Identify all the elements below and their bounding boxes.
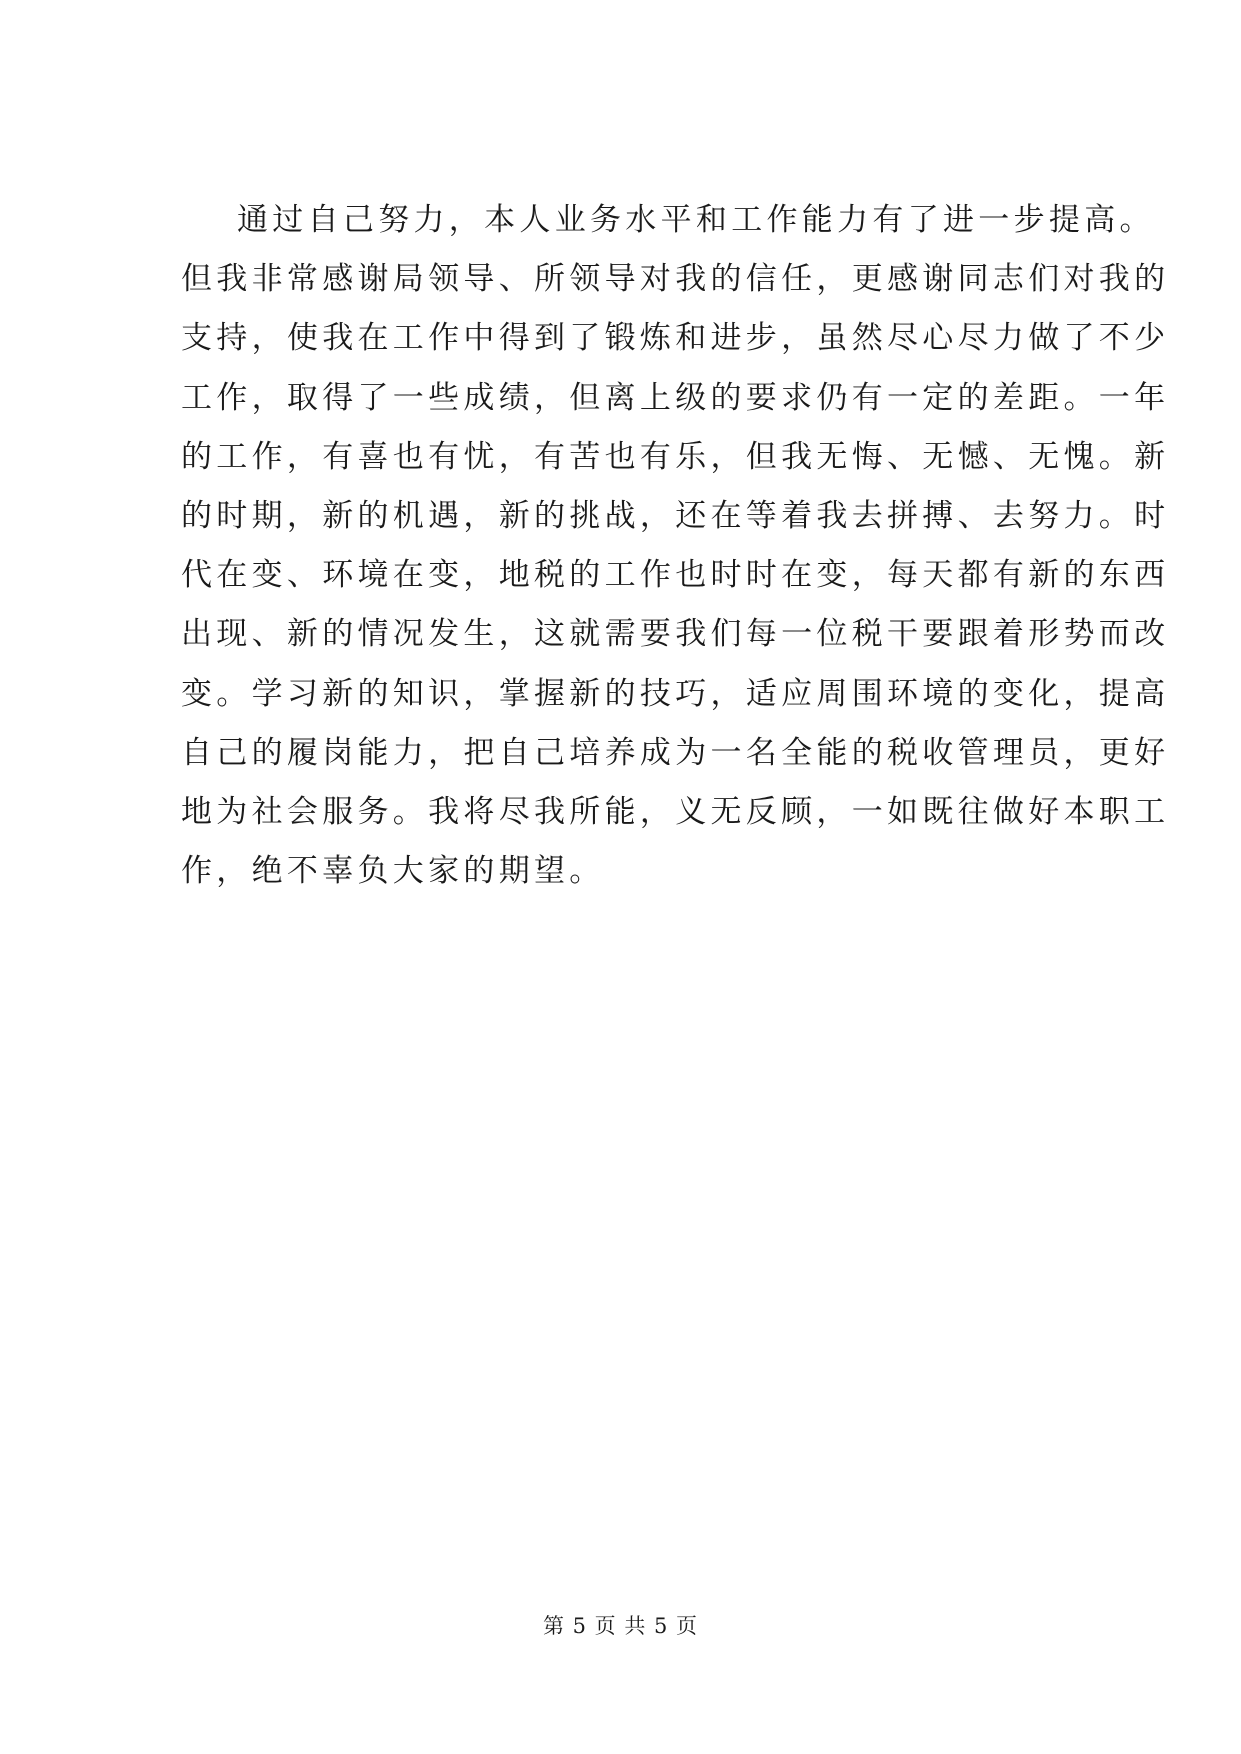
paragraph-line: 代在变、环境在变，地税的工作也时时在变，每天都有新的东西: [181, 557, 1170, 594]
paragraph-line: 但我非常感谢局领导、所领导对我的信任，更感谢同志们对我的: [181, 261, 1170, 298]
paragraph-line: 自己的履岗能力，把自己培养成为一名全能的税收管理员，更好: [181, 734, 1170, 771]
paragraph-line: 出现、新的情况发生，这就需要我们每一位税干要跟着形势而改: [181, 616, 1170, 653]
body-paragraph: [181, 191, 1170, 901]
paragraph-line: 支持，使我在工作中得到了锻炼和进步，虽然尽心尽力做了不少: [181, 320, 1170, 357]
paragraph-line: 通过自己努力，本人业务水平和工作能力有了进一步提高。: [237, 202, 1155, 238]
paragraph-line: 变。学习新的知识，掌握新的技巧，适应周围环境的变化，提高: [181, 675, 1170, 712]
paragraph-line: 地为社会服务。我将尽我所能，义无反顾，一如既往做好本职工: [181, 793, 1170, 830]
paragraph-line: 的工作，有喜也有忧，有苦也有乐，但我无悔、无憾、无愧。新: [181, 438, 1170, 475]
page-number-footer: 第 5 页 共 5 页: [542, 1614, 699, 1638]
paragraph-line: 工作，取得了一些成绩，但离上级的要求仍有一定的差距。一年: [181, 379, 1170, 416]
paragraph-line: 的时期，新的机遇，新的挑战，还在等着我去拼搏、去努力。时: [181, 497, 1170, 534]
paragraph-line: 作，绝不辜负大家的期望。: [181, 853, 605, 890]
